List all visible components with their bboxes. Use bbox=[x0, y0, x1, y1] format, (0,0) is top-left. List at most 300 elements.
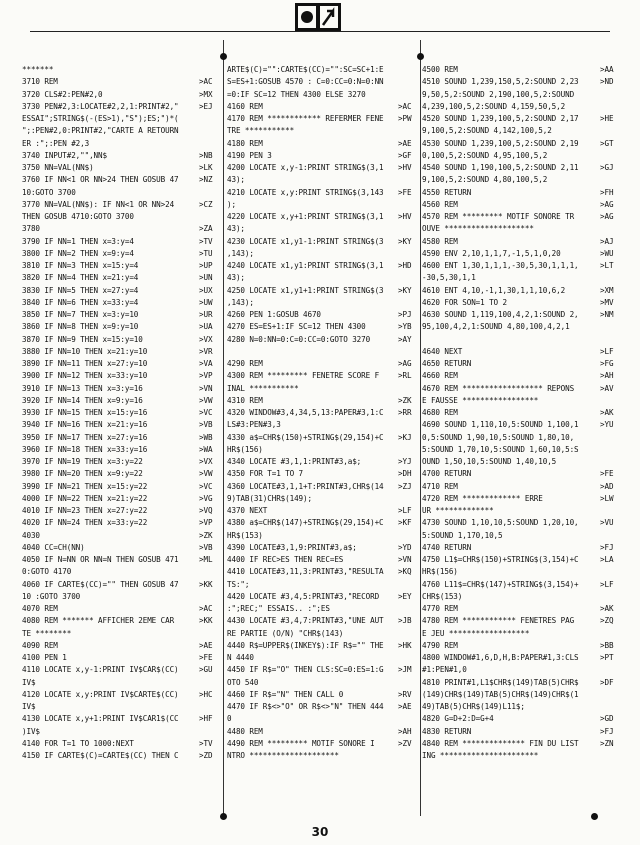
code-line bbox=[227, 321, 420, 333]
code-line bbox=[422, 272, 622, 284]
checksum bbox=[197, 628, 221, 640]
code-line bbox=[227, 530, 420, 542]
checksum bbox=[598, 701, 622, 713]
code-line bbox=[422, 285, 622, 297]
code-text: 4440 R$=UPPER$(INKEY$):IF R$="" THE bbox=[227, 640, 384, 650]
code-line bbox=[422, 346, 622, 358]
code-text: 3790 IF NN=1 THEN x=3:y=4 bbox=[22, 236, 134, 246]
code-text: 43); bbox=[227, 175, 245, 185]
code-text: 4200 LOCATE x,y-1:PRINT STRING$(3,1 bbox=[227, 163, 384, 172]
code-text: 4340 LOCATE #3,1,1:PRINT#3,a$; bbox=[227, 457, 362, 466]
checksum: >GU bbox=[199, 665, 213, 675]
code-text: 0:GOTO 4170 bbox=[22, 567, 72, 577]
code-text: 4720 REM ************* ERRE bbox=[422, 493, 543, 503]
code-line bbox=[22, 125, 221, 137]
checksum: >GF bbox=[398, 150, 412, 160]
code-line bbox=[422, 162, 622, 174]
code-text: (149)CHR$(149)TAB(5)CHR$(149)CHR$(1 bbox=[422, 689, 579, 699]
code-text: TRE *********** bbox=[227, 126, 295, 136]
checksum: >HE bbox=[600, 114, 614, 123]
code-line bbox=[227, 750, 420, 762]
code-text: 4040 CC=CH(NN) bbox=[22, 542, 85, 552]
checksum: >VC bbox=[199, 481, 213, 491]
code-line bbox=[22, 517, 221, 529]
code-text: 3780 bbox=[22, 224, 40, 234]
code-text: 4560 REM bbox=[422, 199, 458, 209]
code-text bbox=[422, 334, 598, 346]
code-line bbox=[422, 236, 622, 248]
code-text: 3950 IF NN=17 THEN x=27:y=16 bbox=[22, 432, 148, 442]
code-line bbox=[22, 150, 221, 162]
checksum bbox=[197, 591, 221, 603]
code-line bbox=[227, 223, 420, 235]
checksum: >UA bbox=[199, 322, 213, 332]
code-line bbox=[422, 199, 622, 211]
code-text: 3730 PEN#2,3:LOCATE#2,2,1:PRINT#2," bbox=[22, 101, 179, 111]
code-line bbox=[22, 554, 221, 566]
code-text: 4390 LOCATE#3,1,9:PRINT#3,a$; bbox=[227, 542, 357, 552]
code-line bbox=[422, 297, 622, 309]
checksum: >ZD bbox=[199, 751, 213, 760]
code-line bbox=[22, 701, 221, 713]
checksum: >GD bbox=[600, 714, 614, 724]
code-line bbox=[422, 530, 622, 542]
code-text: 4090 REM bbox=[22, 640, 58, 650]
code-text: 4460 IF R$="N" THEN CALL 0 bbox=[227, 689, 344, 699]
checksum: >ZQ bbox=[600, 616, 614, 626]
code-text: 4480 REM bbox=[227, 726, 263, 736]
code-text: 4510 SOUND 1,239,150,5,2:SOUND 2,23 bbox=[422, 77, 579, 87]
code-line bbox=[227, 285, 420, 297]
code-line bbox=[227, 664, 420, 676]
code-line bbox=[422, 701, 622, 713]
code-line bbox=[22, 750, 221, 762]
code-text: 9,50,5,2:SOUND 2,190,100,5,2:SOUND bbox=[422, 89, 575, 99]
code-line bbox=[227, 272, 420, 284]
code-line bbox=[422, 505, 622, 517]
code-text: 10 :GOTO 3700 bbox=[22, 591, 81, 601]
code-line bbox=[422, 750, 622, 762]
code-line bbox=[227, 517, 420, 529]
code-text: OTO 540 bbox=[227, 677, 259, 687]
checksum bbox=[396, 603, 420, 615]
checksum: >AC bbox=[199, 77, 213, 87]
checksum bbox=[396, 89, 420, 101]
code-text bbox=[227, 346, 396, 358]
code-text: 4140 FOR T=1 TO 1000:NEXT bbox=[22, 738, 134, 748]
checksum: >JM bbox=[398, 665, 412, 675]
code-text: 4650 RETURN bbox=[422, 359, 472, 368]
code-text: UR ************* bbox=[422, 506, 494, 515]
code-line bbox=[22, 664, 221, 676]
code-text: ";:PEN#2,0:PRINT#2,"CARTE A RETOURN bbox=[22, 126, 179, 136]
checksum: >GT bbox=[600, 138, 614, 148]
checksum: >AJ bbox=[600, 236, 614, 246]
code-line bbox=[22, 309, 221, 321]
code-text: 95,100,4,2,1:SOUND 4,80,100,4,2,1 bbox=[422, 322, 570, 332]
checksum: >UR bbox=[199, 310, 213, 319]
code-line bbox=[422, 726, 622, 738]
code-text: 4680 REM bbox=[422, 408, 458, 417]
checksum: >RR bbox=[398, 408, 412, 417]
checksum: >AE bbox=[199, 640, 213, 650]
code-line bbox=[22, 162, 221, 174]
code-line bbox=[22, 652, 221, 664]
code-text: 3920 IF NN=14 THEN x=9:y=16 bbox=[22, 395, 143, 405]
code-line bbox=[422, 113, 622, 125]
code-text: 4430 LOCATE #3,4,7:PRINT#3,"UNE AUT bbox=[227, 616, 384, 626]
checksum: >ML bbox=[199, 555, 213, 564]
code-line bbox=[227, 138, 420, 150]
code-line bbox=[22, 432, 221, 444]
code-line bbox=[227, 260, 420, 272]
checksum: >AA bbox=[600, 65, 614, 74]
checksum: >CZ bbox=[199, 199, 213, 209]
checksum: >LF bbox=[600, 579, 614, 589]
checksum: >FG bbox=[600, 359, 614, 368]
checksum bbox=[197, 211, 221, 223]
code-line bbox=[227, 554, 420, 566]
code-text: 4700 RETURN bbox=[422, 469, 472, 479]
code-line bbox=[227, 505, 420, 517]
checksum bbox=[396, 248, 420, 260]
checksum: >KY bbox=[398, 285, 412, 295]
checksum: >WB bbox=[199, 432, 213, 442]
code-text: 43); bbox=[227, 224, 245, 234]
code-line bbox=[422, 223, 622, 235]
checksum bbox=[598, 334, 622, 346]
code-line bbox=[422, 738, 622, 750]
code-line bbox=[227, 493, 420, 505]
code-text: 4150 IF CARTE$(C)=CARTE$(CC) THEN C bbox=[22, 751, 179, 760]
checksum: >WU bbox=[600, 248, 614, 258]
code-text: 4570 REM ********* MOTIF SONORE TR bbox=[422, 212, 575, 221]
code-line bbox=[422, 248, 622, 260]
checksum: >AH bbox=[398, 726, 412, 736]
code-text: 4190 PEN 3 bbox=[227, 150, 272, 160]
code-text: ,143); bbox=[227, 248, 254, 258]
header-rule bbox=[30, 31, 610, 32]
checksum bbox=[598, 432, 622, 444]
code-text: TS:"; bbox=[227, 579, 250, 589]
checksum: >XM bbox=[600, 285, 614, 295]
code-text: 4110 LOCATE x,y-1:PRINT IV$CAR$(CC) bbox=[22, 665, 179, 675]
checksum: >FJ bbox=[600, 542, 614, 552]
code-line bbox=[22, 64, 221, 76]
checksum: >MX bbox=[199, 89, 213, 99]
code-line bbox=[22, 370, 221, 382]
code-text: 0,5:SOUND 1,90,10,5:SOUND 1,80,10, bbox=[422, 432, 575, 442]
code-text: 4660 REM bbox=[422, 371, 458, 381]
code-text: 3720 CLS#2:PEN#2,0 bbox=[22, 89, 103, 99]
code-text: 4120 LOCATE x,y:PRINT IV$CARTE$(CC) bbox=[22, 689, 179, 699]
code-line bbox=[422, 615, 622, 627]
code-text: 4370 NEXT bbox=[227, 506, 268, 515]
code-line bbox=[22, 138, 221, 150]
code-line bbox=[22, 677, 221, 689]
code-text: 3840 IF NN=6 THEN x=33:y=4 bbox=[22, 297, 139, 307]
code-line bbox=[422, 174, 622, 186]
checksum bbox=[598, 628, 622, 640]
checksum bbox=[396, 199, 420, 211]
checksum: >AG bbox=[398, 359, 412, 368]
listing-header-logo-icon bbox=[295, 3, 341, 31]
code-text: 4350 FOR T=1 TO 7 bbox=[227, 469, 304, 479]
code-text: 4050 IF N=NN OR NN=N THEN GOSUB 471 bbox=[22, 555, 179, 564]
code-text: 4010 IF NN=23 THEN x=27:y=22 bbox=[22, 506, 148, 515]
code-line bbox=[227, 456, 420, 468]
code-line bbox=[22, 383, 221, 395]
code-line bbox=[227, 726, 420, 738]
code-text: 3770 NN=VAL(NN$): IF NN<1 OR NN>24 bbox=[22, 199, 175, 209]
code-text: 4100 PEN 1 bbox=[22, 653, 67, 662]
code-line bbox=[22, 236, 221, 248]
listing-column-3 bbox=[422, 64, 622, 818]
code-text: 0,100,5,2:SOUND 4,95,100,5,2 bbox=[422, 150, 548, 160]
code-text: NTRO ******************** bbox=[227, 751, 339, 760]
checksum bbox=[598, 150, 622, 162]
code-line bbox=[227, 89, 420, 101]
code-text: 4270 ES=ES+1:IF SC=12 THEN 4300 bbox=[227, 322, 366, 332]
checksum: >AK bbox=[600, 604, 614, 613]
code-text: 4380 a$=CHR$(147)+STRING$(29,154)+C bbox=[227, 518, 384, 528]
code-text: 10:GOTO 3700 bbox=[22, 187, 76, 197]
checksum: >FE bbox=[199, 653, 213, 662]
checksum: >UW bbox=[199, 297, 213, 307]
code-text: 4080 REM ******* AFFICHER 2EME CAR bbox=[22, 616, 175, 626]
checksum: >VG bbox=[199, 493, 213, 503]
code-text: 9,100,5,2:SOUND 4,80,100,5,2 bbox=[422, 175, 548, 185]
code-text: 4550 RETURN bbox=[422, 187, 472, 197]
checksum: >LF bbox=[398, 506, 412, 515]
code-line bbox=[227, 615, 420, 627]
code-text: #1:PEN#1,0 bbox=[422, 665, 467, 675]
code-line bbox=[227, 468, 420, 480]
code-line bbox=[22, 419, 221, 431]
code-line bbox=[227, 76, 420, 88]
checksum: >AE bbox=[398, 138, 412, 148]
checksum bbox=[197, 566, 221, 578]
checksum: >AG bbox=[600, 212, 614, 221]
code-line bbox=[22, 456, 221, 468]
code-text: 3880 IF NN=10 THEN x=21:y=10 bbox=[22, 346, 148, 356]
code-line bbox=[422, 419, 622, 431]
code-line bbox=[22, 738, 221, 750]
code-line bbox=[422, 321, 622, 333]
code-text: HR$(153) bbox=[227, 530, 263, 540]
checksum: >VW bbox=[199, 395, 213, 405]
checksum: >TV bbox=[199, 738, 213, 748]
code-line bbox=[227, 101, 420, 113]
code-line bbox=[22, 89, 221, 101]
code-line bbox=[227, 432, 420, 444]
checksum: >VN bbox=[398, 555, 412, 564]
code-text: 4690 SOUND 1,110,10,5:SOUND 1,100,1 bbox=[422, 420, 579, 430]
checksum bbox=[598, 101, 622, 113]
checksum: >KK bbox=[199, 579, 213, 589]
code-text: 4780 REM ************ FENETRES PAG bbox=[422, 616, 575, 626]
code-text: 3960 IF NN=18 THEN x=33:y=16 bbox=[22, 444, 148, 454]
code-line bbox=[422, 76, 622, 88]
checksum bbox=[598, 125, 622, 137]
checksum bbox=[396, 493, 420, 505]
code-line bbox=[227, 603, 420, 615]
column-dot-marker bbox=[220, 813, 227, 820]
checksum bbox=[396, 174, 420, 186]
code-text: 3910 IF NN=13 THEN x=3:y=16 bbox=[22, 383, 143, 393]
code-text: 4820 G=D+2:D=G+4 bbox=[422, 714, 494, 724]
checksum: >TU bbox=[199, 248, 213, 258]
code-text: 4420 LOCATE #3,4,5:PRINT#3,"RECORD bbox=[227, 591, 380, 601]
checksum: >AY bbox=[398, 334, 412, 344]
code-text: 4670 REM ****************** REPONS bbox=[422, 383, 575, 393]
code-line bbox=[227, 640, 420, 652]
code-text: 3890 IF NN=11 THEN x=27:y=10 bbox=[22, 359, 148, 368]
code-line bbox=[22, 591, 221, 603]
code-line bbox=[22, 358, 221, 370]
code-text: ING ********************** bbox=[422, 751, 539, 760]
checksum: >TV bbox=[199, 236, 213, 246]
checksum: >YU bbox=[600, 420, 614, 430]
checksum: >KF bbox=[398, 518, 412, 528]
code-text: LS#3:PEN#3,3 bbox=[227, 420, 281, 430]
code-line bbox=[422, 628, 622, 640]
checksum bbox=[197, 726, 221, 738]
checksum bbox=[396, 530, 420, 542]
checksum: >HV bbox=[398, 212, 412, 221]
code-text: 4840 REM ************** FIN DU LIST bbox=[422, 738, 579, 748]
code-line bbox=[227, 236, 420, 248]
code-line bbox=[22, 395, 221, 407]
checksum bbox=[598, 530, 622, 542]
checksum bbox=[197, 677, 221, 689]
code-text: 3940 IF NN=16 THEN x=21:y=16 bbox=[22, 420, 148, 430]
checksum: >EJ bbox=[199, 101, 213, 111]
code-line bbox=[422, 64, 622, 76]
code-text: 4830 RETURN bbox=[422, 726, 472, 736]
checksum: >VW bbox=[199, 469, 213, 479]
checksum: >VR bbox=[199, 346, 213, 356]
listing-column-1 bbox=[22, 64, 221, 818]
checksum: >FE bbox=[398, 187, 412, 197]
checksum bbox=[396, 383, 420, 395]
code-text: HR$(156) bbox=[422, 567, 458, 577]
code-text: 4500 REM bbox=[422, 65, 458, 74]
code-text: IV$ bbox=[22, 702, 36, 711]
code-line bbox=[22, 174, 221, 186]
code-text: 4240 LOCATE x1,y1:PRINT STRING$(3,1 bbox=[227, 261, 384, 270]
code-text: 4750 L1$=CHR$(150)+STRING$(3,154)+C bbox=[422, 555, 579, 564]
code-line bbox=[22, 334, 221, 346]
column-dot-marker bbox=[417, 53, 424, 60]
code-line bbox=[22, 542, 221, 554]
code-line bbox=[227, 579, 420, 591]
code-line bbox=[22, 628, 221, 640]
code-line bbox=[227, 174, 420, 186]
code-text: 3760 IF NN<1 OR NN>24 THEN GOSUB 47 bbox=[22, 175, 179, 185]
code-line bbox=[227, 187, 420, 199]
code-text: 4410 LOCATE#3,11,3:PRINT#3,"RESULTA bbox=[227, 567, 384, 577]
checksum bbox=[396, 76, 420, 88]
code-text: 4740 RETURN bbox=[422, 542, 472, 552]
listing-column-2 bbox=[227, 64, 420, 818]
code-line bbox=[22, 223, 221, 235]
code-line bbox=[422, 150, 622, 162]
code-text: 4800 WINDOW#1,6,D,H,B:PAPER#1,3:CLS bbox=[422, 653, 579, 662]
code-line bbox=[422, 444, 622, 456]
code-line bbox=[22, 285, 221, 297]
code-text: 4790 REM bbox=[422, 640, 458, 650]
code-line bbox=[422, 125, 622, 137]
code-text: 4170 REM ************ REFERMER FENE bbox=[227, 114, 384, 123]
code-line bbox=[22, 579, 221, 591]
checksum: >GJ bbox=[600, 163, 614, 172]
checksum: >NZ bbox=[199, 175, 213, 185]
checksum bbox=[396, 346, 420, 358]
checksum bbox=[396, 652, 420, 664]
code-text: 4400 IF REC>ES THEN REC=ES bbox=[227, 555, 344, 564]
code-text: 49)TAB(5)CHR$(149)L11$; bbox=[422, 702, 525, 711]
code-text: 4310 REM bbox=[227, 395, 263, 405]
checksum: >AE bbox=[398, 702, 412, 711]
code-line bbox=[422, 664, 622, 676]
code-text: 4230 LOCATE x1,y1-1:PRINT STRING$(3 bbox=[227, 236, 384, 246]
code-line bbox=[422, 652, 622, 664]
code-text: 4320 WINDOW#3,4,34,5,13:PAPER#3,1:C bbox=[227, 408, 384, 417]
checksum bbox=[197, 138, 221, 150]
code-line bbox=[422, 89, 622, 101]
code-line bbox=[227, 125, 420, 137]
code-text: 4770 REM bbox=[422, 604, 458, 613]
code-line bbox=[22, 260, 221, 272]
code-text: 4360 LOCATE#3,1,1+T:PRINT#3,CHR$(14 bbox=[227, 481, 384, 491]
code-text: 4070 REM bbox=[22, 604, 58, 613]
code-line bbox=[227, 358, 420, 370]
code-text: RE PARTIE (O/N) "CHR$(143) bbox=[227, 628, 344, 638]
code-text: 4730 SOUND 1,10,10,5:SOUND 1,20,10, bbox=[422, 518, 579, 528]
code-line bbox=[227, 383, 420, 395]
code-text: 3870 IF NN=9 THEN x=15:y=10 bbox=[22, 334, 143, 344]
code-line bbox=[422, 713, 622, 725]
checksum bbox=[197, 187, 221, 199]
code-text: 4490 REM ********* MOTIF SONORE I bbox=[227, 738, 375, 748]
code-text: ARTE$(C)="":CARTE$(CC)="":SC=SC+1:E bbox=[227, 65, 384, 74]
checksum: >VU bbox=[600, 518, 614, 528]
checksum bbox=[197, 701, 221, 713]
code-text: 4470 IF R$<>"O" OR R$<>"N" THEN 444 bbox=[227, 702, 384, 711]
checksum: >UN bbox=[199, 273, 213, 283]
code-text: 4620 FOR SON=1 TO 2 bbox=[422, 297, 507, 307]
checksum: >VA bbox=[199, 359, 213, 368]
code-text: 4280 N=0:NN=0:C=0:CC=0:GOTO 3270 bbox=[227, 334, 371, 344]
code-text: 4250 LOCATE x1,y1+1:PRINT STRING$(3 bbox=[227, 285, 384, 295]
code-line bbox=[227, 370, 420, 382]
code-line bbox=[22, 640, 221, 652]
checksum: >KJ bbox=[398, 432, 412, 442]
code-text: ); bbox=[227, 199, 236, 209]
checksum bbox=[598, 395, 622, 407]
code-text: CHR$(153) bbox=[422, 591, 463, 601]
code-text: S=ES+1:GOSUB 4570 : C=0:CC=0:N=0:NN bbox=[227, 77, 384, 87]
code-text: 4060 IF CARTE$(CC)="" THEN GOSUB 47 bbox=[22, 579, 179, 589]
code-text: )IV$ bbox=[22, 726, 40, 736]
checksum: >LT bbox=[600, 261, 614, 270]
checksum bbox=[396, 677, 420, 689]
code-text: 9,100,5,2:SOUND 4,142,100,5,2 bbox=[422, 126, 552, 136]
code-text: TE ******** bbox=[22, 628, 72, 638]
code-line bbox=[422, 101, 622, 113]
checksum: >ZK bbox=[199, 530, 213, 540]
